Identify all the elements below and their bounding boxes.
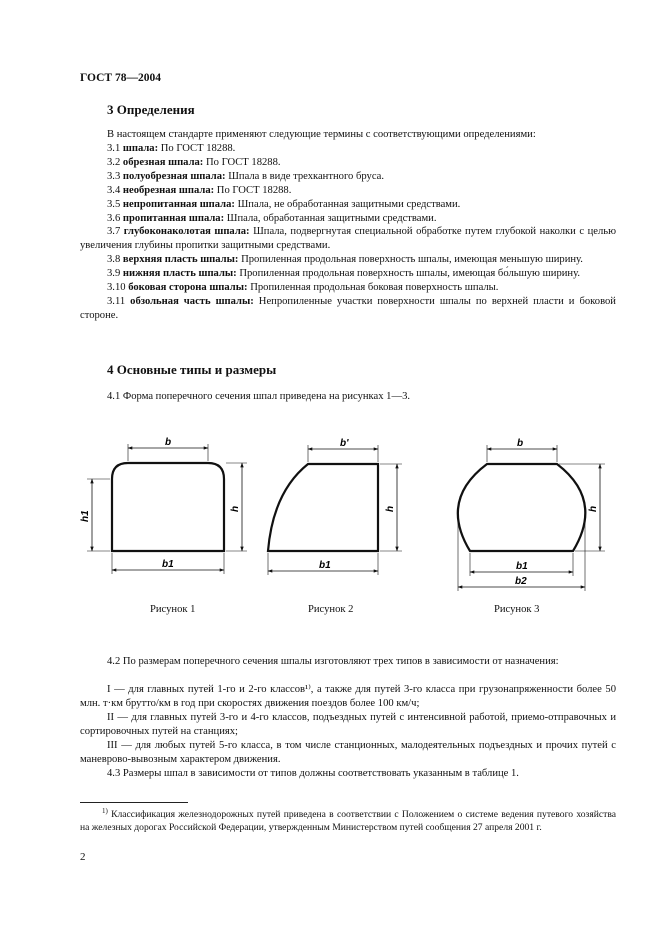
section-4-title: 4 Основные типы и размеры xyxy=(107,362,277,377)
footnote-mark: 1) xyxy=(102,807,108,815)
fig1-bottom-label: b1 xyxy=(162,559,174,570)
fig3-right-label: h xyxy=(588,505,599,512)
definition-item: 3.2 обрезная шпала: По ГОСТ 18288. xyxy=(107,156,281,168)
paragraph-4-3: 4.3 Размеры шпал в зависимости от типов должны соответствовать указанным в таблице 1. xyxy=(107,768,519,779)
type-2-description: II — для главных путей 3-го и 4-го классов, подъездных путей с интенсивной работой, приемо-отправочных и сортировочных путей на станциях; xyxy=(80,712,616,737)
fig2-top-label: b' xyxy=(340,438,349,449)
section-3-intro: В настоящем стандарте применяют следующие термины с соответствующими определениями: xyxy=(107,129,536,140)
figure-1-caption: Рисунок 1 xyxy=(150,604,196,615)
fig1-top-label: b xyxy=(165,437,172,448)
type-3-description: III — для любых путей 5-го класса, в том числе станционных, малодеятельных подъездных и прочих путей с маневрово-вывозным характером движения. xyxy=(80,740,616,765)
fig1-left-label: h1 xyxy=(80,510,91,522)
footnote-text: Классификация железнодорожных путей приведена в соответствии с Положением о системе ведения путевого хозяйства на железных дорогах Российской Федерации, утвержденным Министерством путей сообщения 27 апреля 2001 г. xyxy=(80,809,616,833)
section-3-title: 3 Определения xyxy=(107,102,195,117)
fig2-bottom-label: b1 xyxy=(319,560,331,571)
figure-2-caption: Рисунок 2 xyxy=(308,604,354,615)
definition-item: 3.3 полуобрезная шпала: Шпала в виде трехкантного бруса. xyxy=(107,170,384,182)
cross-section-figures xyxy=(70,430,630,600)
document-header: ГОСТ 78—2004 xyxy=(80,72,161,84)
fig3-top-label: b xyxy=(517,438,524,449)
type-1-description: I — для главных путей 1-го и 2-го классов¹⁾, а также для путей 3-го класса при грузонапряженности более 50 млн. т·км брутто/км в год при скоростях движения поездов более 100 км/ч; xyxy=(80,684,616,709)
fig3-bottom-label: b1 xyxy=(516,561,528,572)
fig1-right-label: h xyxy=(230,505,241,512)
definition-item: 3.9 нижняя пласть шпалы: Пропиленная продольная поверхность шпалы, имеющая бо́льшую ширину. xyxy=(107,268,580,280)
definition-item: 3.5 непропитанная шпала: Шпала, не обработанная защитными средствами. xyxy=(107,198,461,210)
footnote-separator xyxy=(80,802,188,803)
definition-item: 3.6 пропитанная шпала: Шпала, обработанная защитными средствами. xyxy=(107,212,437,224)
fig2-right-label: h xyxy=(385,505,396,512)
definition-item: 3.10 боковая сторона шпалы: Пропиленная продольная боковая поверхность шпалы. xyxy=(107,282,499,294)
paragraph-4-2: 4.2 По размерам поперечного сечения шпалы изготовляют трех типов в зависимости от назначения: xyxy=(107,656,559,667)
fig3-bottom2-label: b2 xyxy=(515,576,527,587)
footnote xyxy=(80,805,616,834)
paragraph-4-1: 4.1 Форма поперечного сечения шпал приведена на рисунках 1—3. xyxy=(107,391,411,402)
definition-item: 3.8 верхняя пласть шпалы: Пропиленная продольная поверхность шпалы, имеющая меньшую ширину. xyxy=(107,254,583,266)
page-number: 2 xyxy=(80,851,86,863)
figure-1-drawing xyxy=(80,437,247,574)
figure-3-drawing xyxy=(458,438,605,591)
definition-item: 3.4 необрезная шпала: По ГОСТ 18288. xyxy=(107,184,292,196)
figure-2-drawing xyxy=(268,438,402,575)
definition-item: 3.7 глубоконаколотая шпала: Шпала, подвергнутая специальной обработке путем глубокой наколки с целью увеличения глубины пропитки защитными средствами. xyxy=(80,226,616,252)
figure-3-caption: Рисунок 3 xyxy=(494,604,540,615)
definition-item: 3.11 обзольная часть шпалы: Непропиленные участки поверхности шпалы по верхней пласти и боковой стороне. xyxy=(80,295,616,321)
definitions-list xyxy=(80,142,616,323)
definition-item: 3.1 шпала: По ГОСТ 18288. xyxy=(107,143,236,154)
